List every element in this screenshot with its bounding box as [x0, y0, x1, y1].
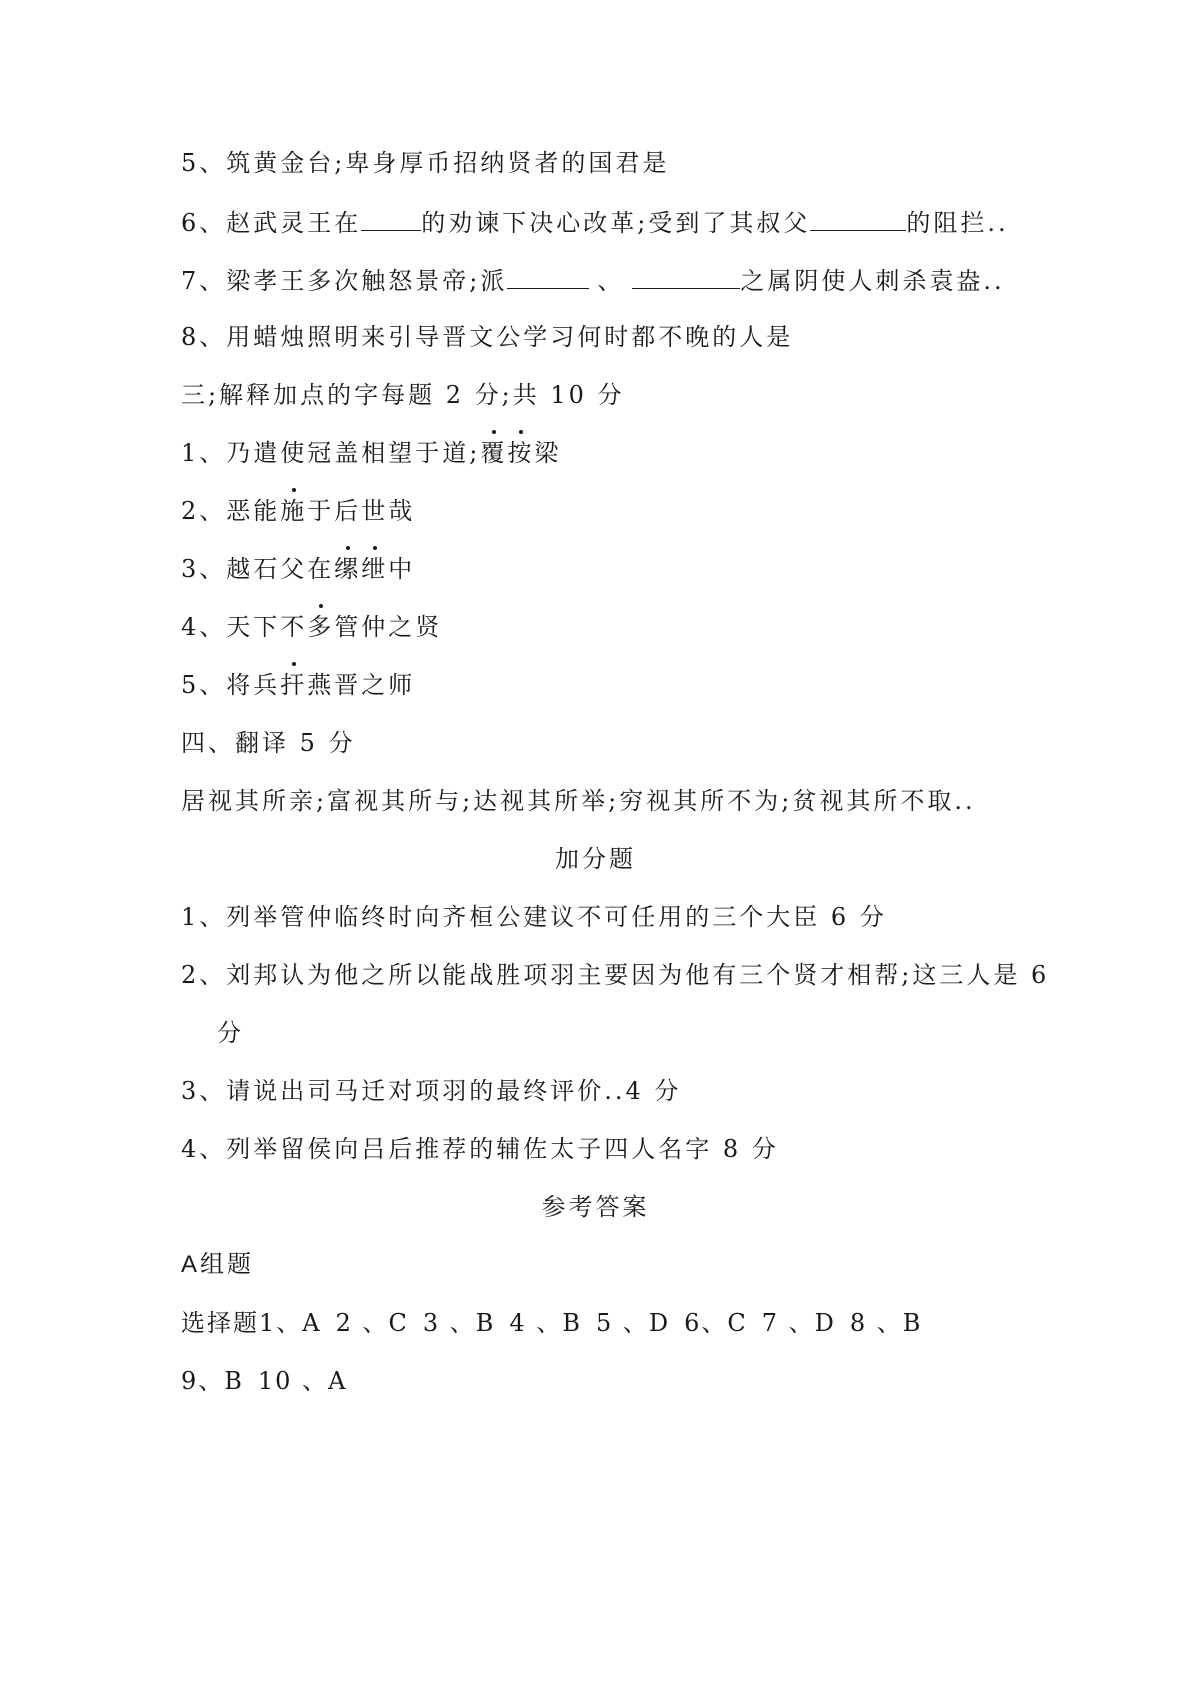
answers-heading	[0, 1190, 1191, 1224]
dotted-char: 绁	[361, 552, 388, 586]
question-text: 梁	[534, 439, 562, 467]
question-text: 3、请说出司马迁对项羽的最终评价..4 分	[181, 1077, 682, 1105]
answer-item: 9、B	[181, 1367, 244, 1395]
answer-item: 7 、D	[761, 1309, 836, 1337]
question-text: 4、列举留侯向吕后推荐的辅佐太子四人名字 8 分	[181, 1135, 779, 1163]
question-3-5	[181, 668, 415, 702]
question-text: 2、恶能	[181, 497, 281, 525]
question-text: 于后世哉	[307, 497, 416, 525]
question-text: 、	[597, 267, 625, 295]
question-2-8	[181, 320, 793, 354]
translation-text	[181, 784, 976, 818]
section-3-heading	[181, 378, 625, 412]
section-heading: 四、翻译 5 分	[181, 729, 356, 757]
question-text: 之属阴使人刺杀袁盎..	[740, 267, 1005, 295]
question-text: 1、列举管仲临终时向齐桓公建议不可任用的三个大臣 6 分	[181, 903, 887, 931]
answer-item: 2 、C	[335, 1309, 409, 1337]
dotted-char: 覆	[480, 436, 507, 470]
answer-item: 3 、B	[422, 1309, 496, 1337]
fill-blank[interactable]	[507, 262, 589, 289]
question-3-2	[181, 494, 415, 528]
question-text: 5、筑黄金台;卑身厚币招纳贤者的国君是	[181, 149, 670, 177]
dotted-char: 多	[307, 610, 334, 644]
question-2-7	[181, 262, 1005, 298]
question-text: 4、天下不	[181, 613, 308, 641]
question-text: 的阻拦..	[906, 209, 1009, 237]
question-text: 5、将兵	[181, 671, 281, 699]
question-text: 管仲之贤	[334, 613, 443, 641]
dotted-char: 施	[280, 494, 307, 528]
section-4-heading	[181, 726, 356, 760]
group-label: A组题	[181, 1251, 255, 1278]
bonus-question-2	[181, 958, 1049, 992]
dotted-char: 按	[507, 436, 534, 470]
question-text: 分	[217, 1019, 244, 1047]
bonus-heading	[0, 842, 1191, 876]
section-heading: 参考答案	[541, 1193, 650, 1221]
question-text: 1、乃遣使冠盖相望于道;	[181, 439, 481, 467]
question-3-3	[181, 552, 415, 586]
question-text: 的劝谏下决心改革;受到了其叔父	[421, 209, 811, 237]
answer-item: 6、C	[684, 1309, 748, 1337]
question-text: 中	[388, 555, 416, 583]
answers-line-2	[181, 1364, 347, 1398]
bonus-question-2-continued	[217, 1016, 244, 1050]
section-heading: 三;解释加点的字每题 2 分;共 10 分	[181, 381, 625, 409]
answer-label: 选择题	[181, 1309, 259, 1337]
question-text: 3、越石父在	[181, 555, 335, 583]
dotted-char: 扞	[280, 668, 307, 702]
bonus-question-4	[181, 1132, 779, 1166]
question-2-5	[181, 146, 669, 180]
fill-blank[interactable]	[361, 204, 421, 231]
answer-item: 5 、D	[595, 1309, 671, 1337]
question-text: 6、赵武灵王在	[181, 209, 362, 237]
bonus-question-3	[181, 1074, 681, 1108]
question-2-6	[181, 204, 1009, 240]
answer-item: 8 、B	[849, 1309, 923, 1337]
answer-item: 10 、A	[257, 1367, 348, 1395]
question-text: 8、用蜡烛照明来引导晋文公学习何时都不晚的人是	[181, 323, 794, 351]
fill-blank[interactable]	[632, 262, 740, 289]
answers-line-1	[181, 1306, 922, 1340]
question-text: 2、刘邦认为他之所以能战胜项羽主要因为他有三个贤才相帮;这三人是 6	[181, 961, 1050, 989]
question-3-1	[181, 436, 561, 470]
section-heading: 加分题	[555, 845, 636, 873]
question-3-4	[181, 610, 442, 644]
question-text: 居视其所亲;富视其所与;达视其所举;穷视其所不为;贫视其所不取..	[181, 787, 976, 815]
answer-item: 4 、B	[509, 1309, 582, 1337]
answer-group-label	[181, 1248, 254, 1282]
question-text: 7、梁孝王多次触怒景帝;派	[181, 267, 508, 295]
dotted-char: 缧	[334, 552, 361, 586]
answer-item: 1、A	[259, 1309, 322, 1337]
bonus-question-1	[181, 900, 887, 934]
question-text: 燕晋之师	[307, 671, 416, 699]
fill-blank[interactable]	[810, 204, 906, 231]
